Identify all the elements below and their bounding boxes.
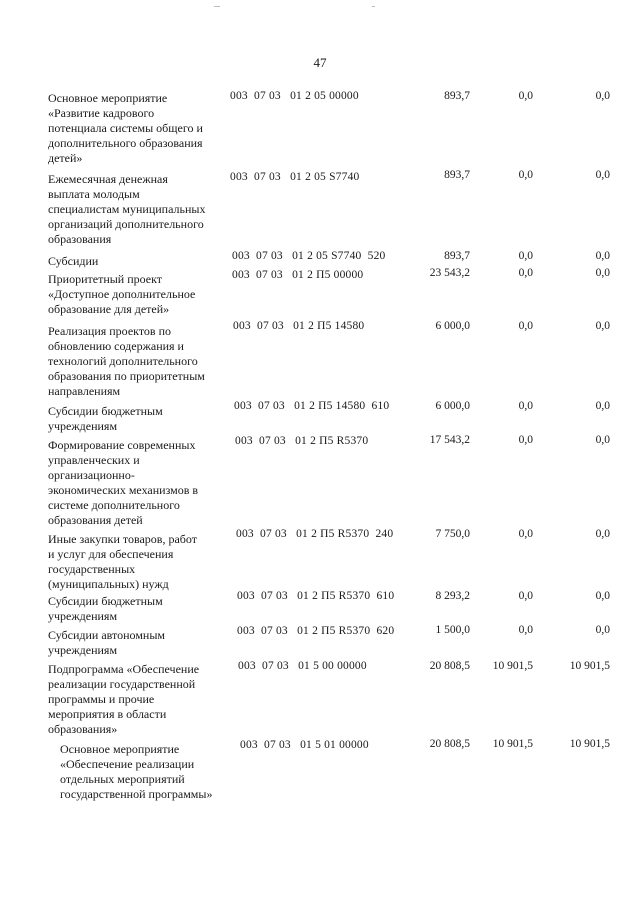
row-code: 003 07 03 01 2 П5 R5370 620	[237, 625, 395, 637]
row-value-3: 10 901,5	[569, 738, 610, 750]
row-name: Субсидии автономным учреждениям	[48, 628, 165, 657]
row-code: 003 07 03 01 2 П5 00000	[232, 269, 364, 281]
row-value-2: 0,0	[518, 267, 533, 279]
row-value-2: 0,0	[518, 624, 533, 636]
row-value-1: 893,7	[444, 250, 470, 262]
row-value-1: 6 000,0	[435, 400, 470, 412]
row-value-1: 893,7	[444, 90, 470, 102]
row-code: 003 07 03 01 2 05 S7740	[230, 171, 360, 183]
row-value-2: 0,0	[518, 400, 533, 412]
row-value-3: 0,0	[595, 169, 610, 181]
row-value-1: 20 808,5	[429, 738, 470, 750]
row-name: Основное мероприятие «Развитие кадрового потенциала системы общего и дополнительного образования детей»	[48, 91, 203, 165]
row-value-3: 10 901,5	[569, 660, 610, 672]
row-value-2: 0,0	[518, 590, 533, 602]
row-name: Субсидии	[48, 254, 99, 268]
row-value-1: 20 808,5	[429, 660, 470, 672]
row-value-3: 0,0	[595, 528, 610, 540]
row-value-2: 0,0	[518, 250, 533, 262]
row-value-3: 0,0	[595, 320, 610, 332]
row-name: Подпрограмма «Обеспечение реализации государственной программы и прочие мероприятия в области образования»	[48, 662, 200, 736]
row-value-2: 0,0	[518, 320, 533, 332]
row-value-3: 0,0	[595, 250, 610, 262]
row-value-3: 0,0	[595, 590, 610, 602]
row-code: 003 07 03 01 2 П5 R5370 610	[237, 590, 395, 602]
row-name: Формирование современных управленческих и организационно- экономических механизмов в системе дополнительного образования детей	[48, 438, 199, 527]
row-name: Основное мероприятие «Обеспечение реализации отдельных мероприятий государственной программы»	[60, 742, 213, 801]
row-name: Ежемесячная денежная выплата молодым специалистам муниципальных организаций дополнительного образования	[48, 172, 206, 246]
row-value-2: 10 901,5	[492, 738, 533, 750]
row-value-1: 7 750,0	[435, 528, 470, 540]
row-name: Приоритетный проект «Доступное дополнительное образование для детей»	[48, 272, 196, 316]
row-code: 003 07 03 01 5 01 00000	[240, 739, 369, 751]
row-value-3: 0,0	[595, 400, 610, 412]
row-value-2: 10 901,5	[492, 660, 533, 672]
row-value-1: 893,7	[444, 169, 470, 181]
row-name: Реализация проектов по обновлению содержания и технологий дополнительного образования по приоритетным направлениям	[48, 324, 205, 398]
scan-mark	[214, 6, 220, 7]
row-code: 003 07 03 01 2 П5 14580	[233, 320, 365, 332]
row-value-3: 0,0	[595, 434, 610, 446]
row-code: 003 07 03 01 2 П5 R5370 240	[236, 528, 394, 540]
row-code: 003 07 03 01 2 05 S7740 520	[232, 250, 386, 262]
row-value-1: 23 543,2	[429, 267, 470, 279]
row-value-3: 0,0	[595, 267, 610, 279]
row-value-2: 0,0	[518, 528, 533, 540]
row-value-3: 0,0	[595, 624, 610, 636]
row-value-1: 1 500,0	[435, 624, 470, 636]
row-value-2: 0,0	[518, 90, 533, 102]
row-code: 003 07 03 01 2 05 00000	[230, 90, 359, 102]
row-value-1: 8 293,2	[435, 590, 470, 602]
page-number: 47	[313, 55, 327, 70]
row-value-3: 0,0	[595, 90, 610, 102]
row-code: 003 07 03 01 2 П5 14580 610	[234, 400, 390, 412]
row-value-2: 0,0	[518, 434, 533, 446]
row-value-2: 0,0	[518, 169, 533, 181]
row-code: 003 07 03 01 2 П5 R5370	[235, 435, 369, 447]
row-name: Субсидии бюджетным учреждениям	[48, 404, 163, 433]
row-value-1: 17 543,2	[429, 434, 470, 446]
row-value-1: 6 000,0	[435, 320, 470, 332]
row-name: Иные закупки товаров, работ и услуг для обеспечения государственных (муниципальных) нужд	[48, 532, 197, 591]
row-code: 003 07 03 01 5 00 00000	[238, 660, 367, 672]
scan-mark	[372, 6, 375, 7]
row-name: Субсидии бюджетным учреждениям	[48, 594, 163, 623]
